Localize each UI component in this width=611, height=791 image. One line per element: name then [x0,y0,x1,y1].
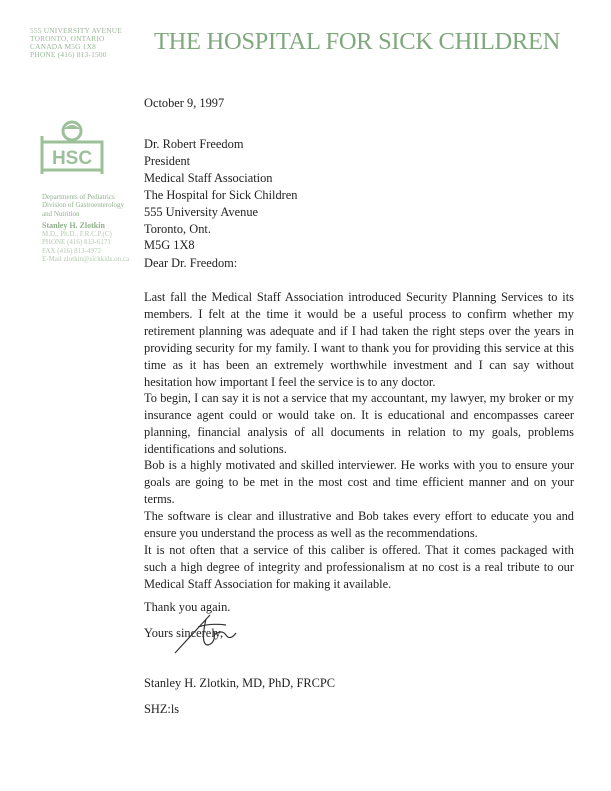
paragraph-3 [144,457,574,508]
address-line: PHONE (416) 813-1500 [30,50,107,59]
text-line: such a high degree of integrity and professionalism at no cost is a real tribute to our [144,559,574,574]
paragraph-5 [144,542,574,593]
physician-phone: PHONE (416) 813-6171 [42,238,111,247]
letter-date: October 9, 1997 [144,96,225,110]
paragraph-2 [144,390,574,458]
recipient-line: President [144,153,191,168]
recipient-line: Toronto, Ont. [144,221,211,236]
text-line: terms. [144,491,175,506]
physician-name: Stanley H. Zlotkin [42,220,105,230]
text-line: It is not often that a service of this caliber is offered. That it comes packaged with [144,543,574,557]
salutation: Dear Dr. Freedom: [144,256,238,270]
recipient-address [144,136,297,254]
text-line: The software is clear and illustrative and Bob takes every effort to educate you and [144,509,574,523]
hsc-logo-icon [40,118,104,174]
department-line: Division of Gastroenterology [42,201,125,210]
text-line: retirement planning was adequate and if I had taken the right steps over the years in [144,323,574,338]
address-line: TORONTO, ONTARIO [30,34,105,43]
physician-credentials: M.D., Ph.D., F.R.C.P.(C) [42,230,112,239]
text-line: goals are going to be met in the most cost and time efficient manner and on your [144,474,574,489]
text-line: providing security for my family. I want to thank you for providing this service at this [144,340,574,355]
text-line: time as it has been an extremely worthwhile investment and I can say without [144,357,574,372]
signature-icon [170,605,260,655]
text-line: hesitation how important I feel the service is to any doctor. [144,374,436,389]
typist-initials: SHZ:ls [144,702,180,716]
department-line: Departments of Pediatrics [42,193,115,201]
recipient-line: Dr. Robert Freedom [144,137,244,151]
text-line: ensure you understand the process as well as the recommendations. [144,525,478,540]
text-line: insurance agent could or would take on. It is educational and encompasses career [144,407,574,422]
text-line: planning, financial analysis of all documents in relation to my goals, problems [144,424,574,439]
paragraph-4 [144,508,574,542]
signer-name: Stanley H. Zlotkin, MD, PhD, FRCPC [144,676,336,690]
paragraph-1 [144,289,574,390]
department-line: and Nutrition [42,209,80,218]
svg-text:HSC: HSC [51,148,93,169]
text-line: members. I felt at the time it would be a useful process to confirm whether my [144,306,574,321]
recipient-line: M5G 1X8 [144,238,195,253]
text-line: identifications and solutions. [144,441,287,456]
department-info [42,193,129,263]
closing: Yours sincerely, [144,626,224,640]
address-line: CANADA M5G 1X8 [30,42,97,51]
text-line: Last fall the Medical Staff Association introduced Security Planning Services to its [144,290,574,304]
letterhead-title: THE HOSPITAL FOR SICK CHILDREN [154,28,561,55]
physician-email: E-Mail zlotkin@sickkids.on.ca [42,255,130,264]
text-line: To begin, I can say it is not a service that my accountant, my lawyer, my broker or my [144,391,574,405]
text-line: Medical Staff Association for making it available. [144,576,392,591]
letterhead-address [30,27,122,59]
thanks-line: Thank you again. [144,600,231,614]
recipient-line: 555 University Avenue [144,204,259,219]
address-line: 555 UNIVERSITY AVENUE [30,26,123,35]
recipient-line: Medical Staff Association [144,170,273,185]
physician-fax: FAX (416) 813-4972 [42,246,101,255]
recipient-line: The Hospital for Sick Children [144,187,298,202]
text-line: Bob is a highly motivated and skilled interviewer. He works with you to ensure your [144,458,574,472]
